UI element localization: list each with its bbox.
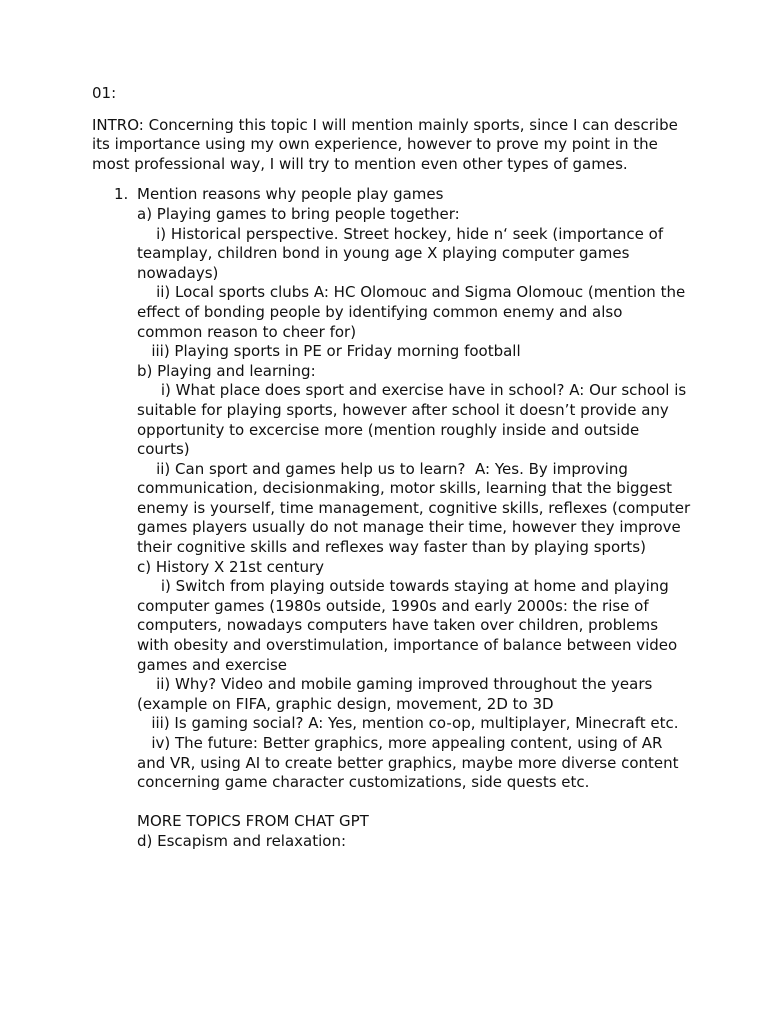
- section-heading: 01:: [92, 84, 117, 102]
- outline-line-c-i: i) Switch from playing outside towards staying at home and playing computer games (1980s outside, 1990s and early 2000s: the rise of computers, nowadays computers have taken over children, problems with obesity and overstimulation, importance of balance between video games and exercise: [137, 577, 682, 674]
- outline-line-b-i: i) What place does sport and exercise have in school? A: Our school is suitable for playing sports, however after school it doesn’t provide any opportunity to excercise more (mention roughly inside and outside courts): [137, 381, 691, 459]
- intro-paragraph: INTRO: Concerning this topic I will mention mainly sports, since I can describe its importance using my own experience, however to prove my point in the most professional way, I will try to mention even other types of games.: [92, 115, 678, 173]
- outline-line-c-iv: iv) The future: Better graphics, more appealing content, using of AR and VR, using AI to create better graphics, maybe more diverse content concerning game character customizations, side quests etc.: [137, 734, 684, 792]
- outline-line-a-i: i) Historical perspective. Street hockey, hide n‘ seek (importance of teamplay, children bond in young age X playing computer games nowadays): [137, 224, 668, 282]
- outline-line-c-iii: iii) Is gaming social? A: Yes, mention co-op, multiplayer, Minecraft etc.: [137, 714, 679, 733]
- outline-line-c-ii: ii) Why? Video and mobile gaming improved throughout the years (example on FIFA, graphic design, movement, 2D to 3D: [137, 675, 658, 713]
- outline-line-d: d) Escapism and relaxation:: [137, 831, 347, 850]
- list-item-title: Mention reasons why people play games: [137, 185, 444, 204]
- outline-line-a-ii: ii) Local sports clubs A: HC Olomouc and Sigma Olomouc (mention the effect of bonding people by identifying common enemy and also common reason to cheer for): [137, 283, 690, 341]
- list-number: 1.: [114, 185, 129, 204]
- outline-line-a: a) Playing games to bring people together:: [137, 204, 460, 223]
- outline-line-b: b) Playing and learning:: [137, 361, 316, 380]
- outline-line-c: c) History X 21st century: [137, 557, 325, 576]
- list-item-body: [92, 204, 695, 852]
- blank-line: [137, 793, 692, 813]
- outline-line-a-iii: iii) Playing sports in PE or Friday morning football: [137, 342, 521, 361]
- more-topics-heading: MORE TOPICS FROM CHAT GPT: [137, 812, 369, 831]
- document-page: [92, 84, 695, 852]
- outline-line-b-ii: ii) Can sport and games help us to learn? A: Yes. By improving communication, decisionmaking, motor skills, learning that the biggest enemy is yourself, time management, cognitive skills, reflexes (computer games players usually do not manage their time, however they improve their cognitive skills and reflexes way faster than by playing sports): [137, 459, 695, 557]
- list-item-1: [92, 185, 692, 205]
